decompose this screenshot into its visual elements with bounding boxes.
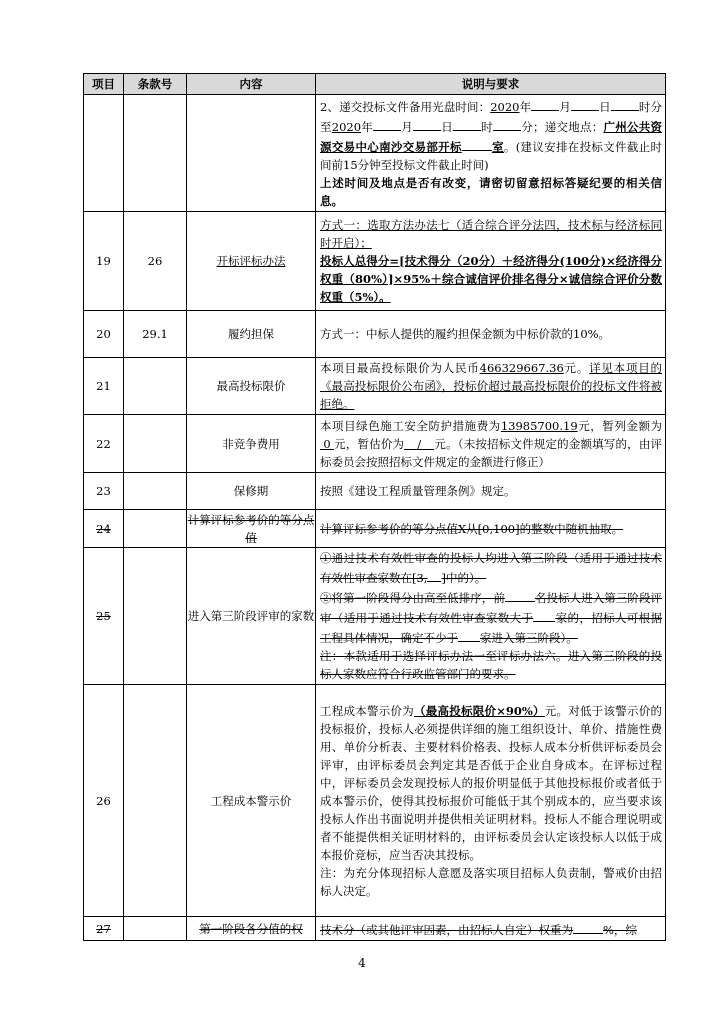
table-row-25 — [84, 548, 666, 685]
header-row — [84, 74, 666, 95]
page-number: 4 — [358, 956, 366, 970]
content-title: 进入第三阶段评审的家数 — [187, 548, 316, 685]
table-row-24 — [84, 510, 666, 548]
item-number: 22 — [84, 415, 124, 473]
clause-number — [124, 917, 187, 941]
clause-number: 29.1 — [124, 311, 187, 358]
item-number: 26 — [84, 685, 124, 917]
table-row-continued — [84, 95, 666, 212]
table-row-26 — [84, 685, 666, 917]
item-number: 19 — [84, 212, 124, 311]
item-number: 23 — [84, 473, 124, 510]
description-cell: ①通过技术有效性审查的投标人均进入第三阶段（适用于通过技术有效性审查家数在[3, ]中的）。 ②将第一阶段得分由高至低排序，前 名投标人进入第三阶段评审（适用于通过技术有效性审查家数大于 家的，招标人可根据工程具体情况，确定不少于 家进入第三阶段）。 注：本款适用于选择评标办法一至评标办法六。进入第三阶段的投标人家数应符合行政监管部门的要求。 — [316, 548, 666, 685]
header-item: 项目 — [84, 74, 124, 95]
table-row-22 — [84, 415, 666, 473]
content-title: 工程成本警示价 — [187, 685, 316, 917]
content-title: 非竞争费用 — [187, 415, 316, 473]
description-cell: 方式一：选取方法办法七（适合综合评分法四，技术标与经济标同时开启）； 投标人总得分=[技术得分（20分）＋经济得分(100分)×经济得分权重（80%）]×95%＋综合诚信评价排名得分×诚信综合评价分数权重（5%）。 — [316, 212, 666, 311]
header-clause: 条款号 — [124, 74, 187, 95]
description-cell: 本项目最高投标限价为人民币466329667.36元。详见本项目的《最高投标限价公布函》，投标价超过最高投标限价的投标文件将被拒绝。 — [316, 358, 666, 415]
table-row-19 — [84, 212, 666, 311]
item-number: 24 — [84, 510, 124, 548]
table-row-20 — [84, 311, 666, 358]
clause-number — [124, 473, 187, 510]
header-content: 内容 — [187, 74, 316, 95]
clause-number — [124, 358, 187, 415]
description-cell: 方式一：中标人提供的履约担保金额为中标价款的10%。 — [316, 311, 666, 358]
notice-text: 上述时间及地点是否有改变，请密切留意招标答疑纪要的相关信息。 — [320, 176, 662, 208]
item-number: 27 — [84, 917, 124, 941]
content-title: 开标评标办法 — [187, 212, 316, 311]
clause-number — [124, 548, 187, 685]
table-row-23 — [84, 473, 666, 510]
clause-number — [124, 415, 187, 473]
description-cell — [316, 95, 666, 212]
clause-number — [124, 685, 187, 917]
table-row-21 — [84, 358, 666, 415]
description-cell: 技术分（或其他评审因素，由招标人自定）权重为 %，综 — [316, 917, 666, 941]
item-number: 20 — [84, 311, 124, 358]
item-number: 25 — [84, 548, 124, 685]
content-title: 保修期 — [187, 473, 316, 510]
description-cell: 按照《建设工程质量管理条例》规定。 — [316, 473, 666, 510]
content-title: 履约担保 — [187, 311, 316, 358]
content-title: 计算评标参考价的等分点值 — [187, 510, 316, 548]
content-title: 第一阶段各分值的权 — [187, 917, 316, 941]
tender-requirements-table — [83, 73, 666, 941]
description-cell: 工程成本警示价为（最高投标限价×90%）元。对低于该警示价的投标报价，投标人必须提供详细的施工组织设计、单价、措施性费用、单价分析表、主要材料价格表、投标人成本分析供评标委员会评审，由评标委员会判定其是否低于企业自身成本。在评标过程中，评标委员会发现投标人的报价明显低于其他投标报价或者低于成本警示价，使得其投标报价可能低于其个别成本的，应当要求该投标人作出书面说明并提供相关证明材料。投标人不能合理说明或者不能提供相关证明材料的，由评标委员会认定该投标人以低于成本报价竞标，应当否决其投标。 注：为充分体现招标人意愿及落实项目招标人负责制，警戒价由招标人决定。 — [316, 685, 666, 917]
description-cell: 本项目绿色施工安全防护措施费为13985700.19元，暂列金额为0 元，暂估价为 / 元。（未按招标文件规定的金额填写的，由评标委员会按照招标文件规定的金额进行修正） — [316, 415, 666, 473]
description-cell: 计算评标参考价的等分点值X从[0,100]的整数中随机抽取。 — [316, 510, 666, 548]
table-row-27 — [84, 917, 666, 941]
clause-number: 26 — [124, 212, 187, 311]
header-description: 说明与要求 — [316, 74, 666, 95]
content-title: 最高投标限价 — [187, 358, 316, 415]
item-number: 21 — [84, 358, 124, 415]
clause-number — [124, 510, 187, 548]
bid-disc-submission-text: 2、递交投标文件备用光盘时间：2020年 月 日 时分至2020年 月 日 时 分；递交地点：广州公共资源交易中心南沙交易部开标 室。(建议安排在投标文件截止时间前15分钟至投标文件截止时间) — [320, 96, 662, 174]
